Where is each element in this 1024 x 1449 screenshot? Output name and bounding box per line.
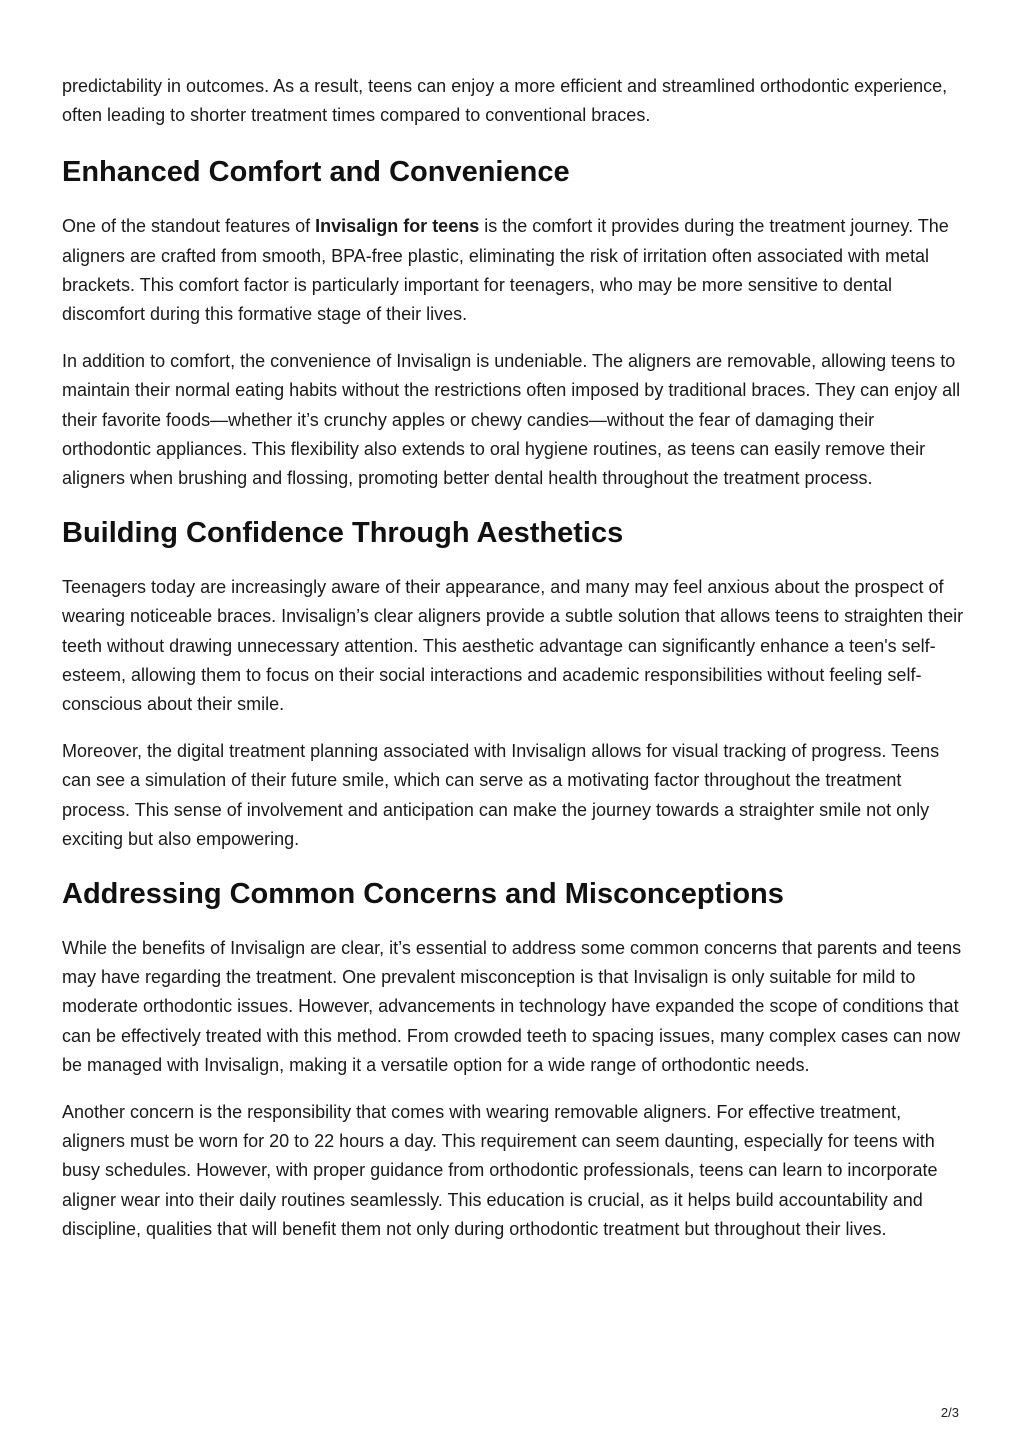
concerns-paragraph-2: Another concern is the responsibility that comes with wearing removable aligners. For effective treatment, aligners must be worn for 20 to 22 hours a day. This requirement can seem daunting, especially for teens with busy schedules. However, with proper guidance from orthodontic professionals, teens can learn to incorporate aligner wear into their daily routines seamlessly. This education is crucial, as it helps build accountability and discipline, qualities that will benefit them not only during orthodontic treatment but throughout their lives. xyxy=(62,1102,938,1239)
intro-paragraph: predictability in outcomes. As a result, teens can enjoy a more efficient and streamlined orthodontic experience, often leading to shorter treatment times compared to conventional braces. xyxy=(62,76,948,126)
document-page xyxy=(62,72,966,1262)
invisalign-for-teens-bold: Invisalign for teens xyxy=(315,216,480,237)
comfort-paragraph-1-prefix: One of the standout features of xyxy=(62,216,316,237)
page-number: 2/3 xyxy=(940,1405,959,1420)
comfort-paragraph-1-suffix: is the comfort it provides during the treatment journey. The aligners are crafted from smooth, BPA-free plastic, eliminating the risk of irritation often associated with metal brackets. This comfort factor is particularly important for teenagers, who may be more sensitive to dental discomfort during this formative stage of their lives. xyxy=(62,216,949,325)
confidence-paragraph-1: Teenagers today are increasingly aware of their appearance, and many may feel anxious about the prospect of wearing noticeable braces. Invisalign’s clear aligners provide a subtle solution that allows teens to straighten their teeth without drawing unnecessary attention. This aesthetic advantage can significantly enhance a teen's self-esteem, allowing them to focus on their social interactions and academic responsibilities without feeling self-conscious about their smile. xyxy=(62,577,964,715)
concerns-paragraph-1: While the benefits of Invisalign are clear, it’s essential to address some common concerns that parents and teens may have regarding the treatment. One prevalent misconception is that Invisalign is only suitable for mild to moderate orthodontic issues. However, advancements in technology have expanded the scope of conditions that can be effectively treated with this method. From crowded teeth to spacing issues, many complex cases can now be managed with Invisalign, making it a versatile option for a wide range of orthodontic needs. xyxy=(62,938,962,1075)
section-heading-concerns: Addressing Common Concerns and Misconceptions xyxy=(62,878,784,911)
section-heading-confidence: Building Confidence Through Aesthetics xyxy=(62,517,624,550)
confidence-paragraph-2: Moreover, the digital treatment planning associated with Invisalign allows for visual tracking of progress. Teens can see a simulation of their future smile, which can serve as a motivating factor throughout the treatment process. This sense of involvement and anticipation can make the journey towards a straighter smile not only exciting but also empowering. xyxy=(62,741,940,849)
comfort-paragraph-1 xyxy=(62,212,966,329)
section-heading-comfort: Enhanced Comfort and Convenience xyxy=(62,156,570,189)
comfort-paragraph-2: In addition to comfort, the convenience of Invisalign is undeniable. The aligners are removable, allowing teens to maintain their normal eating habits without the restrictions often imposed by traditional braces. They can enjoy all their favorite foods—whether it’s crunchy apples or chewy candies—without the fear of damaging their orthodontic appliances. This flexibility also extends to oral hygiene routines, as teens can easily remove their aligners when brushing and flossing, promoting better dental health throughout the treatment process. xyxy=(62,351,961,489)
